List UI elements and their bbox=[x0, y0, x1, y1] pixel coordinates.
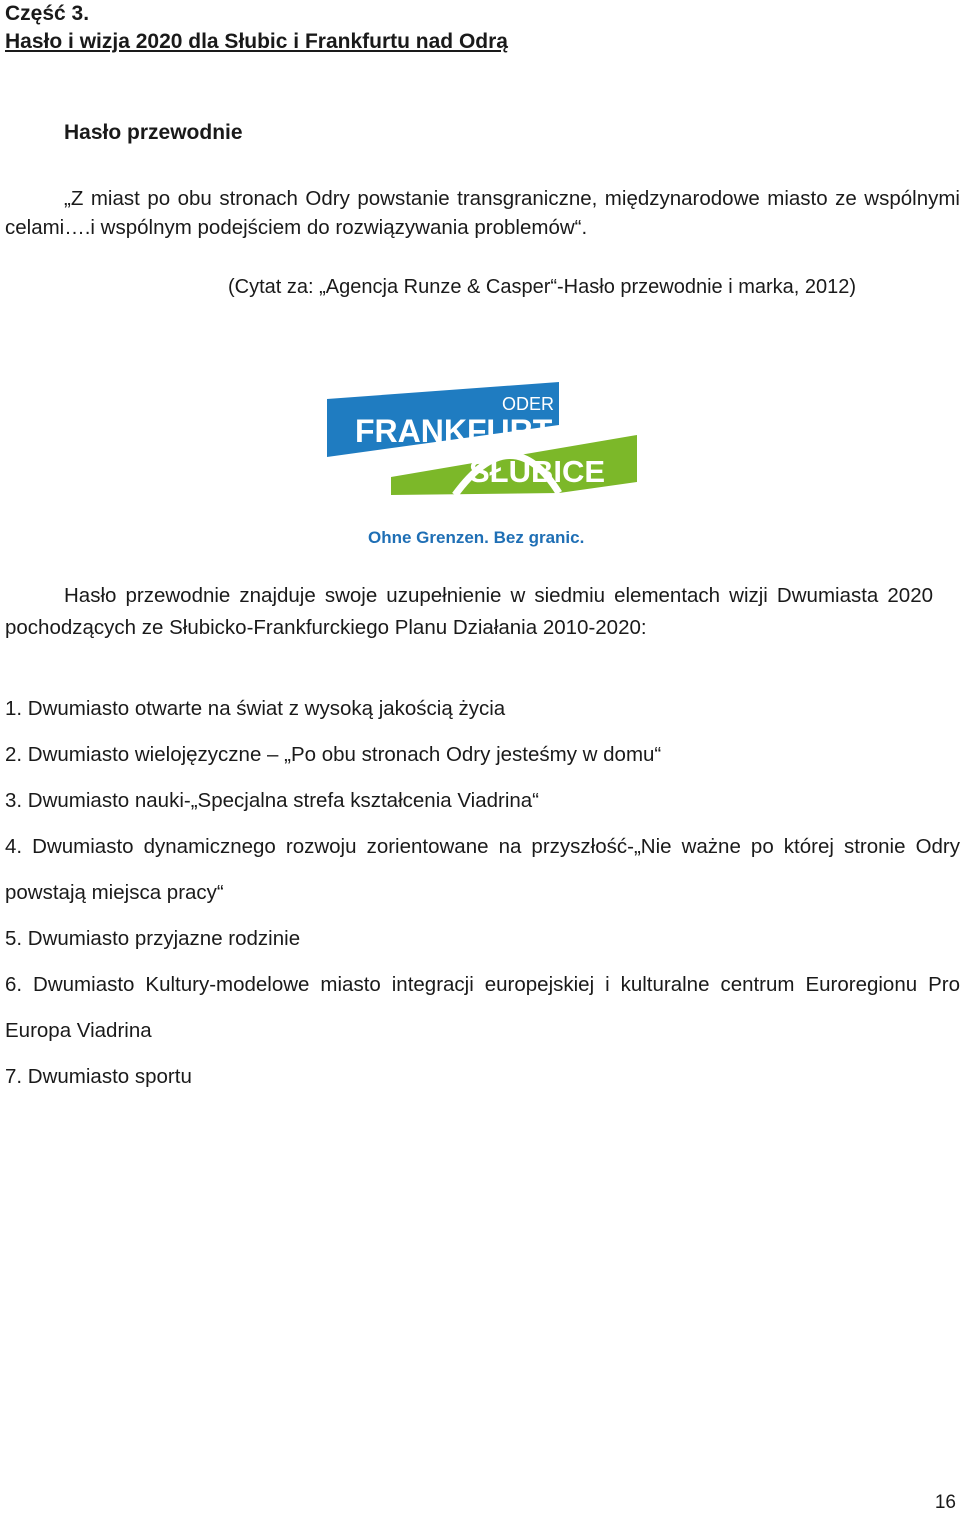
motto-quote: „Z miast po obu stronach Odry powstanie transgraniczne, międzynarodowe miasto ze wspólnymi celami….i wspólnym podejściem do rozwiązywania problemów“. bbox=[5, 187, 960, 239]
vision-item-3: 3. Dwumiasto nauki-„Specjalna strefa kształcenia Viadrina“ bbox=[5, 789, 540, 812]
logo-second-word: SŁUBICE bbox=[469, 454, 606, 489]
intro-paragraph: Hasło przewodnie znajduje swoje uzupełnienie w siedmiu elementach wizji Dwumiasta 2020 pochodzących ze Słubicko-Frankfurckiego Planu Działania 2010-2020: bbox=[5, 584, 933, 639]
frankfurt-slubice-logo bbox=[327, 377, 637, 549]
page-number: 16 bbox=[934, 1492, 956, 1513]
part-label: Część 3. bbox=[5, 2, 90, 25]
logo-top-word: ODER bbox=[502, 394, 555, 414]
citation: (Cytat za: „Agencja Runze & Casper“-Hasło przewodnie i marka, 2012) bbox=[228, 276, 857, 298]
vision-item-1: 1. Dwumiasto otwarte na świat z wysoką jakością życia bbox=[5, 697, 506, 720]
vision-item-6: 6. Dwumiasto Kultury-modelowe miasto integracji europejskiej i kulturalne centrum Euroregionu Pro Europa Viadrina bbox=[5, 973, 960, 1042]
page-title: Hasło i wizja 2020 dla Słubic i Frankfurtu nad Odrą bbox=[5, 30, 508, 53]
vision-item-7: 7. Dwumiasto sportu bbox=[5, 1065, 192, 1088]
vision-item-2: 2. Dwumiasto wielojęzyczne – „Po obu stronach Odry jesteśmy w domu“ bbox=[5, 743, 662, 766]
vision-item-5: 5. Dwumiasto przyjazne rodzinie bbox=[5, 927, 301, 950]
vision-item-4: 4. Dwumiasto dynamicznego rozwoju zorientowane na przyszłość-„Nie ważne po której stronie Odry powstają miejsca pracy“ bbox=[5, 835, 960, 904]
logo-tagline: Ohne Grenzen. Bez granic. bbox=[368, 528, 585, 547]
section-heading: Hasło przewodnie bbox=[64, 121, 243, 144]
vision-list bbox=[5, 686, 960, 1100]
logo-main-word: FRANKFURT bbox=[355, 413, 553, 449]
